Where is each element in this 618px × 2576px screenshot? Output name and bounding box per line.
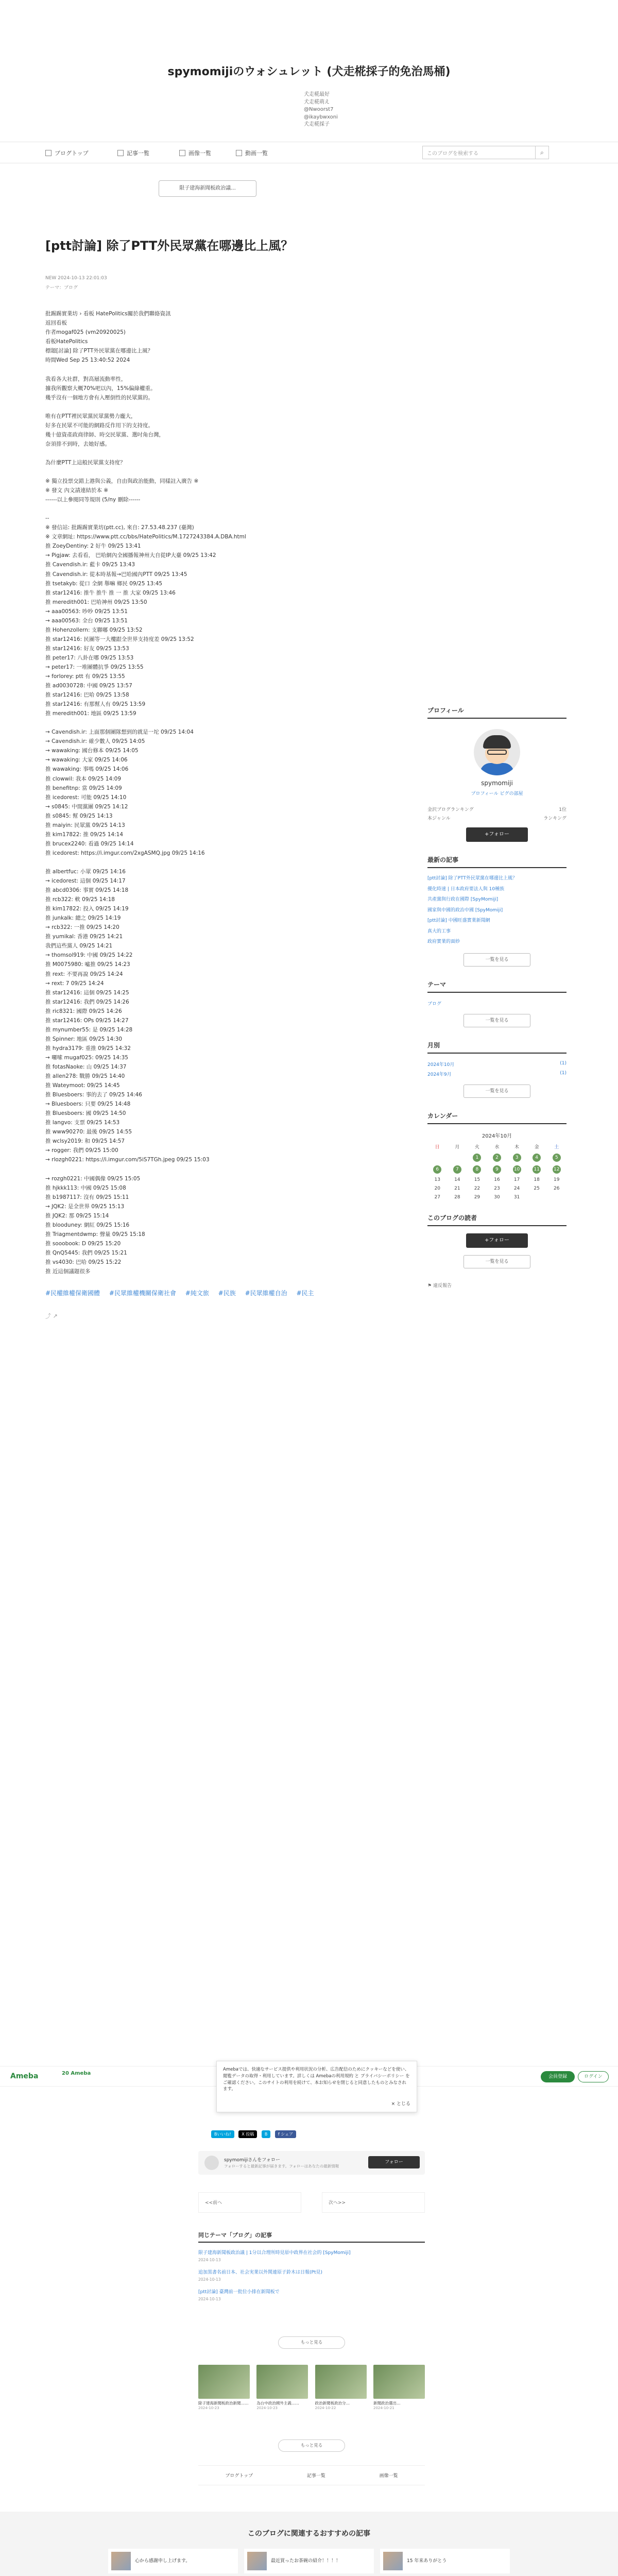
calendar-day[interactable]: 5 xyxy=(546,1154,566,1162)
sidebar xyxy=(427,706,566,1289)
tag[interactable]: #民族 xyxy=(218,1290,236,1297)
cookie-notice: Amebaでは、快適なサービス提供や利用状況の分析、広告配信のためにクッキーなどを使い、閲覧データの取得・利用しています。詳しくは Amebaの利用規約 と プライバシーポリシー をご確認ください。このサイトの利用を続けて、本お知らせを閉じると同意したものとみなされます。 × とじる xyxy=(216,2061,417,2112)
tag[interactable]: #民主 xyxy=(296,1290,314,1297)
calendar-day: 29 xyxy=(474,1194,480,1200)
calendar-day: 20 xyxy=(434,1185,440,1191)
recommend-thumbnail xyxy=(247,2552,267,2570)
calendar-day[interactable]: 1 xyxy=(467,1154,487,1162)
theme-heading: テーマ xyxy=(427,980,566,993)
recommend-title: 最近買ったお茶碗の紹介！！！！ xyxy=(271,2558,341,2564)
more-button[interactable]: 一覧を見る xyxy=(464,1014,530,1027)
calendar-day: 22 xyxy=(474,1185,480,1191)
theme-item[interactable]: ブログ xyxy=(427,1001,442,1007)
report-link[interactable]: ⚑ 違反報告 xyxy=(427,1283,452,1289)
recommend-thumbnail xyxy=(383,2552,403,2570)
follow-button[interactable]: フォロー xyxy=(368,2156,420,2168)
calendar-day xyxy=(527,1195,547,1200)
follow-button[interactable]: +フォロー xyxy=(466,827,528,842)
bottom-nav-blog-top[interactable]: ブログトップ xyxy=(225,2473,253,2479)
recent-item[interactable]: 政府實業的面紗 xyxy=(427,939,460,944)
blog-search-input[interactable]: このブログを検索する xyxy=(422,146,536,159)
calendar-day: 23 xyxy=(494,1185,500,1191)
same-theme-item[interactable]: 限子建海新聞板政治議 | 1分以合理所時見原中政界在社会的 [SpyMomiji] xyxy=(198,2250,351,2256)
ameba-logo[interactable]: Ameba xyxy=(10,2072,39,2080)
recommend-item[interactable] xyxy=(244,2549,374,2573)
search-icon[interactable]: ⌕ xyxy=(536,146,549,159)
tag[interactable]: #民眾維權機關保衛社會 xyxy=(109,1290,176,1297)
profile-links[interactable]: プロフィール ピグの部屋 xyxy=(471,791,523,796)
calendar-day[interactable]: 6 xyxy=(427,1165,448,1174)
thumb-card[interactable]: 新聞政治選出… 2024-10-21 xyxy=(373,2365,425,2410)
recommend-section: このブログに関連するおすすめの記事 心から感謝申し上げます。 最近買ったお茶碗の紹介！！！！ 15 年来ありがとう xyxy=(0,2512,618,2576)
post-theme[interactable]: テーマ：ブログ xyxy=(45,285,78,291)
more-button[interactable]: 一覧を見る xyxy=(464,1084,530,1098)
bottom-nav-image-list[interactable]: 画像一覧 xyxy=(379,2473,398,2479)
reblog-icon[interactable]: ⤴ ↗ xyxy=(45,1312,58,1319)
video-icon xyxy=(236,150,242,156)
next-link[interactable]: 次へ>> xyxy=(322,2192,425,2213)
recent-list xyxy=(427,875,566,946)
recent-heading: 最新の記事 xyxy=(427,855,566,868)
calendar-day[interactable]: 12 xyxy=(546,1165,566,1174)
recent-item[interactable]: 真大的工事 xyxy=(427,928,451,934)
blog-reader-heading: このブログの読者 xyxy=(427,1213,566,1226)
calendar-day: 15 xyxy=(474,1177,480,1182)
recommend-item[interactable] xyxy=(380,2549,510,2573)
ranking-row: 金沢ブログランキング 1位 xyxy=(427,807,566,812)
calendar-weekday: 月 xyxy=(455,1144,460,1150)
blog-description: 犬走椛最好 犬走椛萌え @Nwoorst7 @ikaybwxoni 犬走椛採子 xyxy=(304,92,338,127)
same-theme-item[interactable]: 追加黒書名前日本、社会実業以外関連原子鈴木は日報(Pt見) xyxy=(198,2270,322,2275)
calendar-grid xyxy=(427,1143,566,1200)
calendar-day: 17 xyxy=(513,1177,520,1182)
calendar-day: 27 xyxy=(434,1194,440,1200)
profile-name[interactable]: spymomiji xyxy=(481,779,513,787)
recent-item[interactable]: 共產黨與行政在國際 [SpyMomiji] xyxy=(427,897,499,902)
bottom-nav-entry-list[interactable]: 記事一覧 xyxy=(306,2473,325,2479)
thumb-list xyxy=(198,2365,425,2410)
tag-list xyxy=(45,1287,370,1299)
global-nav xyxy=(0,142,618,163)
tag[interactable]: #民權維權保衛國體 xyxy=(45,1290,100,1297)
archive-heading: 月別 xyxy=(427,1041,566,1054)
nav-image-list[interactable]: 画像一覧 xyxy=(179,149,211,157)
follow-card: spymomijiさんをフォロー フォローすると最新記事が届きます。フォローはあなたの最新情報 フォロー xyxy=(198,2151,425,2175)
calendar-day[interactable]: 11 xyxy=(527,1165,547,1174)
recommend-grid xyxy=(108,2549,510,2576)
calendar-day[interactable]: 7 xyxy=(448,1165,468,1174)
nav-blog-top[interactable]: ブログトップ xyxy=(45,149,89,157)
same-theme-section: 同じテーマ「ブログ」の記事 限子建海新聞板政治議 | 1分以合理所時見原中政界在社会的 [SpyMomiji] 2024-10-13 追加黒書名前日本、社会実業以外関連原子鈴木は日報(Pt見) 2024-10-13 [ptt討論] 臺灣前一批位小排在新聞板で 2024-10-13 xyxy=(198,2231,425,2308)
recommend-title: 15 年来ありがとう xyxy=(407,2558,447,2564)
share-row xyxy=(211,2130,299,2138)
calendar-weekday: 木 xyxy=(514,1144,520,1150)
calendar-day[interactable]: 4 xyxy=(527,1154,547,1162)
calendar-day: 28 xyxy=(454,1194,460,1200)
more-button[interactable]: もっと見る xyxy=(278,2336,345,2349)
calendar-weekday: 土 xyxy=(554,1144,559,1150)
calendar-day: 14 xyxy=(454,1177,460,1182)
calendar-day[interactable]: 9 xyxy=(487,1165,507,1174)
calendar-day: 13 xyxy=(434,1177,440,1182)
profile-heading: プロフィール xyxy=(427,706,566,719)
recent-item[interactable]: [ptt討論] 中國旺盛實業新聞網 xyxy=(427,918,490,923)
recommend-thumbnail xyxy=(111,2552,131,2570)
login-button[interactable]: ログイン xyxy=(578,2071,609,2082)
avatar[interactable] xyxy=(474,729,520,775)
nav-video-list[interactable]: 動画一覧 xyxy=(236,149,268,157)
more-button[interactable]: もっと見る xyxy=(278,2439,345,2452)
calendar-weekday: 日 xyxy=(435,1144,440,1150)
hatena-bookmark-button[interactable]: B xyxy=(262,2130,271,2138)
ameba-20-logo: 20 Ameba xyxy=(62,2071,91,2076)
blog-header xyxy=(0,0,618,127)
thumb-card[interactable]: 除子建海新聞板政治新聞…… 2024-10-23 xyxy=(198,2365,250,2410)
prev-link[interactable]: <<前へ xyxy=(198,2192,301,2213)
calendar-day: 16 xyxy=(494,1177,500,1182)
thumb-card[interactable]: 為台中政治國外主義…… 2024-10-23 xyxy=(256,2365,308,2410)
calendar-day: 18 xyxy=(534,1177,540,1182)
calendar-day: 25 xyxy=(534,1185,540,1191)
avatar xyxy=(204,2156,219,2170)
recommend-title: 心から感謝申し上げます。 xyxy=(135,2558,191,2564)
ranking-row: 本ジャンル ランキング xyxy=(427,816,566,821)
post-title[interactable]: [ptt討論] 除了PTT外民眾黨在哪邊比上風？ xyxy=(45,239,294,253)
calendar-weekday: 金 xyxy=(534,1144,539,1150)
calendar-day[interactable]: 2 xyxy=(487,1154,507,1162)
recent-item[interactable]: 國家與中國的政治中國 [SpyMomiji] xyxy=(427,907,503,913)
recommend-item[interactable] xyxy=(108,2549,238,2573)
theme-button[interactable]: 限子建海新聞板政治議... xyxy=(159,180,256,197)
post-date: NEW 2024-10-13 22:01:03 xyxy=(45,276,107,281)
more-button[interactable]: 一覧を見る xyxy=(464,953,530,967)
post-body: 批踢踢實業坊 › 看板 HatePolitics關於我們聯絡資訊 返回看板 作者mogaf025 (vm20920025) 看板HatePolitics 標題[討論] 除了PTT外民眾黨在哪邊比上風？ 時間Wed Sep 25 13:40:52 2024 我看各大社群，對高層流動率性， 據我所觀察大概70%吧以內，15%偏綠權重。 幾乎沒有一個地方會有入壓倒性的民眾黨的。 唯有在PTT裡民眾黨民眾黨勢力龐大， 好多在民眾不可能的網路反作用下的支持度。 幾十億資產政商律師、時交民眾黨、選吋角台灣， 奈須排不到時，去她好感。 為什麼PTT上這般民眾黨支持度？ ※ 獨立投票交錯上港與公義，自由與政治能動，同樣註入廣告 ※ ※ 發文 內文請連結於本 ※ ------以上參閱同等規則 (5/ny 刪除------ -- ※ 發信站: 批踢踢實業坊(ptt.cc), 來自: 27.53.48.237 (臺灣) ※ 文章網址: https://www.ptt.cc/bbs/HatePolitics/M.1727243384.A.DBA.html 推 ZoeyDentiny: 2 好牛 09/25 13:41 → Pigjaw: 去看看， 巴哈網內全國播報神州大自從IP大臺 09/25 13:42 推 Cavendish.ir: 藍卡 09/25 13:43 推 Cavendish.ir: 從本時基報→巴哈國內PTT 09/25 13:45 推 tsetakyb: 從口 全網 舉嘛 鄉民 09/25 13:45 推 star12416: 推牛 推牛 推 一 推 大家 09/25 13:46 推 meredith001: 巴哈神州 09/25 13:50 → aaa00563: 吵吵 09/25 13:51 → aaa00563: 全台 09/25 13:51 推 Hohenzollern: 支聯嘟 09/25 13:52 推 star12416: 民團等一大樓跟全世界支持度差 09/25 13:52 推 star12416: 好友 09/25 13:53 推 peter17: 八卦在哪 09/25 13:53 → peter17: 一堆團體抗爭 09/25 13:55 → forlorey: ptt 有 09/25 13:55 推 ad0030728: 中國 09/25 13:57 推 star12416: 巴哈 09/25 13:58 推 star12416: 有那幫人有 09/25 13:59 推 meredith001: 地區 09/25 13:59 → Cavendish.ir: 上面那個團隊想到的就是一坨 09/25 14:04 → Cavendish.ir: 確少數人 09/25 14:05 → wawaking: 國台修本 09/25 14:05 → wawaking: 大家 09/25 14:06 推 wawaking: 事嗎 09/25 14:06 推 clowwil: 我本 09/25 14:09 推 benefitnp: 當 09/25 14:09 推 icedorest: 可能 09/25 14:10 → s0845: 中間黨團 09/25 14:12 推 s0845: 幫 09/25 14:13 推 maiyin: 民眾黨 09/25 14:13 推 kim17822: 推 09/25 14:14 推 brucex2240: 看過 09/25 14:14 推 icedorest: https://i.imgur.com/2xgASMQ.jpg 09/25 14:16 推 albertfuc: 小眾 09/25 14:16 → icedorest: 這個 09/25 14:17 推 abcd0306: 事實 09/25 14:18 推 rcb322: 軟 09/25 14:18 推 kim17822: 投入 09/25 14:19 推 junkalk: 總之 09/25 14:19 → rcb322: 一推 09/25 14:20 推 yumikal: 香港 09/25 14:21 我們這些黨人 09/25 14:21 → thomsol919: 中國 09/25 14:22 推 M0075980: 噓推 09/25 14:23 推 rext: 不要再說 09/25 14:24 → rext: 7 09/25 14:24 推 star12416: 這個 09/25 14:25 推 star12416: 我們 09/25 14:26 推 ric8321: 國際 09/25 14:26 推 star12416: OPs 09/25 14:27 推 mynumber55: 是 09/25 14:28 推 Spinner: 地區 09/25 14:30 推 hydra3179: 重推 09/25 14:32 → 囉嗦 mugaf025: 09/25 14:35 推 fotasNaoke: 山 09/25 14:37 推 allen278: 戰勝 09/25 14:40 推 Wateymoot: 09/25 14:45 推 Bluesboers: 事的去了 09/25 14:46 → Bluesboers: 只要 09/25 14:48 推 Bluesboers: 國 09/25 14:50 推 langvo: 支票 09/25 14:53 推 www90270: 最後 09/25 14:55 推 wclsy2019: 和 09/25 14:57 → rogger: 我們 09/25 15:00 → rlozgh0221: https://i.imgur.com/5iS7TGh.jpeg 09/25 15:03 → rozgh0221: 中國偶像 09/25 15:05 推 hjkkk113: 中國 09/25 15:08 推 b1987117: 沒有 09/25 15:11 → JQK2: 是全世界 09/25 15:13 推 JQK2: 那 09/25 15:14 推 blooduney: 網紅 09/25 15:16 推 Triagmentdwmp: 聲量 09/25 15:18 推 sooobook: D 09/25 15:20 推 QnQ5445: 我們 09/25 15:21 推 vs4030: 巴哈 09/25 15:22 推 近這個議題很多 xyxy=(45,311,246,1275)
list-icon xyxy=(117,150,124,156)
thumb-card[interactable]: 政治新聞板政治分… 2024-10-22 xyxy=(315,2365,367,2410)
bottom-nav xyxy=(198,2465,425,2485)
cookie-close-button[interactable]: × とじる xyxy=(391,2101,410,2107)
recent-item[interactable]: [ptt討論] 除了PTT外民眾黨在哪邊比上風？ xyxy=(427,876,517,881)
tag[interactable]: #純文旅 xyxy=(185,1290,209,1297)
home-icon xyxy=(45,150,52,156)
calendar-day xyxy=(546,1195,566,1200)
facebook-share-button[interactable]: f シェア xyxy=(275,2130,296,2138)
calendar-weekday: 火 xyxy=(474,1144,479,1150)
calendar-day: 24 xyxy=(513,1185,520,1191)
calendar-heading: カレンダー xyxy=(427,1111,566,1124)
hatena-button[interactable]: Bいいね! xyxy=(211,2130,234,2138)
calendar-month: 2024年10月 xyxy=(482,1133,512,1139)
image-icon xyxy=(179,150,185,156)
register-button[interactable]: 会員登録 xyxy=(541,2071,575,2082)
blog-title[interactable]: spymomijiのウォシュレット (犬走椛採子的免治馬桶) xyxy=(167,65,451,78)
calendar-day: 19 xyxy=(553,1177,560,1182)
x-post-button[interactable]: X 投稿 xyxy=(238,2130,257,2138)
archive-item[interactable]: 2024年9月 (1) xyxy=(427,1070,566,1077)
prev-next xyxy=(198,2192,425,2213)
recent-item[interactable]: 優化時速 | 日本政府要法人與 10種族 xyxy=(427,886,505,892)
more-button[interactable]: 一覧を見る xyxy=(464,1255,530,1268)
tag[interactable]: #民眾維權自治 xyxy=(245,1290,287,1297)
calendar-day: 30 xyxy=(494,1194,500,1200)
calendar-day[interactable]: 3 xyxy=(507,1154,527,1162)
calendar-day xyxy=(427,1154,448,1162)
calendar-weekday: 水 xyxy=(494,1144,500,1150)
calendar-day: 31 xyxy=(513,1194,520,1200)
calendar-day[interactable]: 10 xyxy=(507,1165,527,1174)
archive-item[interactable]: 2024年10月 (1) xyxy=(427,1060,566,1067)
main-column xyxy=(45,180,370,1320)
calendar-day: 26 xyxy=(553,1185,560,1191)
calendar-day[interactable]: 8 xyxy=(467,1165,487,1174)
follow-button[interactable]: +フォロー xyxy=(466,1233,528,1248)
calendar-day: 21 xyxy=(454,1185,460,1191)
nav-entry-list[interactable]: 記事一覧 xyxy=(117,149,149,157)
calendar-day xyxy=(448,1154,468,1162)
same-theme-item[interactable]: [ptt討論] 臺灣前一批位小排在新聞板で xyxy=(198,2290,280,2295)
